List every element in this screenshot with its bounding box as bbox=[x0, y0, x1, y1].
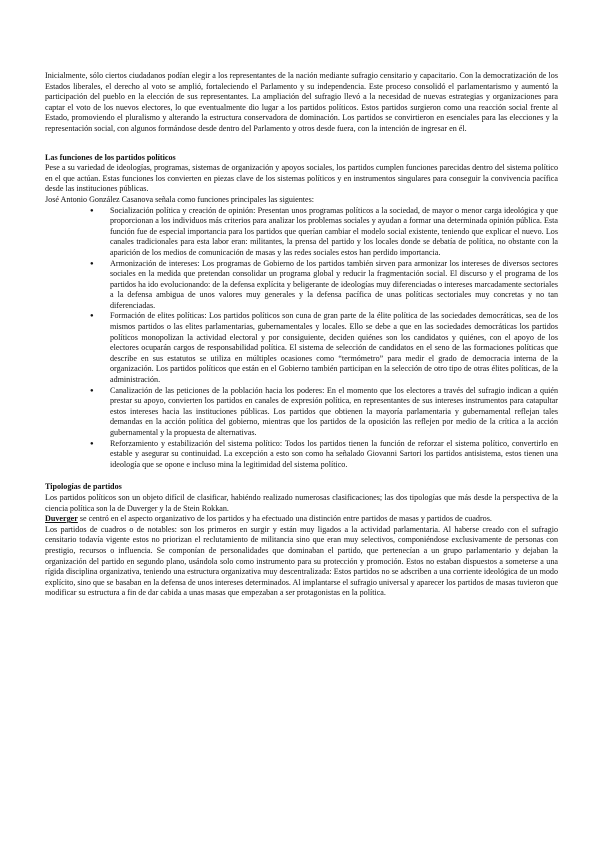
list-item: ● Formación de elites políticas: Los partidos políticos son cuna de gran parte de la élite política de las sociedades democráticas, sea de los mismos partidos o las elites parlamentarias, gubernamentales y locales. Ello se debe a que en las sociedades democráticas los partidos políticos monopolizan la actividad electoral y por consiguiente, deciden quiénes son los candidatos y quiénes, con el apoyo de los electores ocuparán cargos de responsabilidad política. El sistema de selección de candidatos en el seno de las formaciones políticas que describe en sus estatutos se utiliza en múltiples ocasiones como “termómetro” para medir el grado de democracia interna de la organización. Los partidos políticos que están en el Gobierno también participan en la selección de otro tipo de otras élites políticas, de la administración. bbox=[110, 311, 558, 385]
list-item: ● Armonización de intereses: Los programas de Gobierno de los partidos también sirven para armonizar los intereses de diversos sectores sociales en la medida que pretendan consolidar un programa global y reducir la fragmentación social. El discurso y el programa de los partidos ha ido evolucionando: de la defensa explícita y beligerante de ideologías muy diferenciadas o intereses marcadamente sectoriales a la defensa ambigua de unos valores muy generales y la defensa pacífica de unas políticas sectoriales muy concretas y no tan diferenciadas. bbox=[110, 259, 558, 312]
functions-lead-paragraph: José Antonio González Casanova señala como funciones principales las siguientes: bbox=[45, 194, 315, 204]
duverger-text: se centró en el aspecto organizativo de los partidos y ha efectuado una distinción entre partidos de masas y partidos de cuadros. bbox=[77, 514, 492, 524]
functions-heading: Las funciones de los partidos políticos bbox=[45, 152, 176, 162]
duverger-paragraph bbox=[45, 514, 558, 525]
list-item: ● Socialización política y creación de opinión: Presentan unos programas políticos a la sociedad, de mayor o menor carga ideológica y que proporcionan a los individuos más criterios para analizar los problemas sociales y ayudan a formar una determinada opinión pública. Esta función fue de especial importancia para los partidos que querían cambiar el modelo social existente, teniendo que explicar el nuevo. Los canales tradicionales para esta labor eran: militantes, la prensa del partido y los locales donde se debatía de política, no obstante con la aparición de los medios de comunicación de masas y las redes sociales estos han perdido importancia. bbox=[110, 206, 558, 259]
section-spacer bbox=[45, 135, 558, 153]
list-item: ● Canalización de las peticiones de la población hacia los poderes: En el momento que los electores a través del sufragio indican a quién prestar su apoyo, convierten los partidos en canales de expresión política, en representantes de sus intereses instrumentos para catapultar estos intereses hacia las instituciones públicas. Los partidos que obtienen la mayoría parlamentaria y gubernamental reflejan tales demandas en la acción política del gobierno, mientras que los partidos de la oposición las reflejen por medio de la crítica a la acción gubernamental y la propuesta de alternativas. bbox=[110, 386, 558, 439]
list-item: ● Reforzamiento y estabilización del sistema político: Todos los partidos tienen la función de reforzar el sistema político, convertirlo en estable y asegurar su continuidad. La excepción a esto son como ha señalado Giovanni Sartori los partidos antisistema, estos tienen una ideología que se opone e incluso mina la legitimidad del sistema político. bbox=[110, 439, 558, 471]
functions-intro-paragraph: Pese a su variedad de ideologías, programas, sistemas de organización y apoyos sociales, los partidos cumplen funciones parecidas dentro del sistema político en el que actúan. Estas funciones los convierten en piezas clave de los sistemas políticos y en instrumentos singulares para conseguir la convivencia pacífica desde las instituciones públicas. bbox=[45, 163, 558, 194]
intro-paragraph: Inicialmente, sólo ciertos ciudadanos podían elegir a los representantes de la nación mediante sufragio censitario y capacitario. Con la democratización de los Estados liberales, el derecho al voto se amplió, fortaleciendo el Parlamento y su independencia. Este proceso consolidó el parlamentarismo y aumentó la participación del pueblo en la elección de sus representantes. La ampliación del sufragio llevó a la necesidad de nuevas estrategias y organizaciones para captar el voto de los nuevos electores, lo que eventualmente dio lugar a los partidos políticos. Estos partidos surgieron como una reacción social frente al Estado, promoviendo el pluralismo y alterando la estructura conservadora de dominación. Los partidos se convirtieron en esenciales para las elecciones y la representación social, con algunos formándose desde dentro del Parlamento y otros desde fuera, con la intención de ingresar en él. bbox=[45, 71, 558, 133]
cadre-parties-paragraph: Los partidos de cuadros o de notables: son los primeros en surgir y están muy ligados a la actividad parlamentaria. Al haberse creado con el sufragio censitario todavía vigente estos no priorizan el reclutamiento de militancia sino que eran muy selectivos, componiéndose exclusivamente de personas con prestigio, recursos o influencia. Se componían de personalidades que dominaban el partido, que pertenecían a un grupo parlamentario y dejaban la organización del partido en segundo plano, usándola solo como instrumento para su protección y promoción. Estos no estaban dispuestos a someterse a una rígida disciplina organizativa, teniendo una estructura organizativa muy descentralizada: Estos partidos no se adscriben a una corriente ideológica de un modo explícito, sino que se basaban en la defensa de unos intereses determinados. Al implantarse el sufragio universal y aparecer los partidos de masas tuvieron que modificar su estructura a fin de dar cabida a unas masas que empezaban a ser protagonistas en la política. bbox=[45, 524, 558, 598]
section-spacer bbox=[45, 470, 558, 482]
typology-intro-paragraph: Los partidos políticos son un objeto difícil de clasificar, habiéndo realizado numerosas clasificaciones; las dos tipologías que más desde la perspectiva de la ciencia política son la de Duverger y la de Stein Rokkan. bbox=[45, 492, 558, 513]
duverger-name: Duverger bbox=[45, 514, 78, 524]
typology-heading: Tipologías de partidos bbox=[45, 482, 122, 492]
functions-list bbox=[45, 206, 558, 471]
